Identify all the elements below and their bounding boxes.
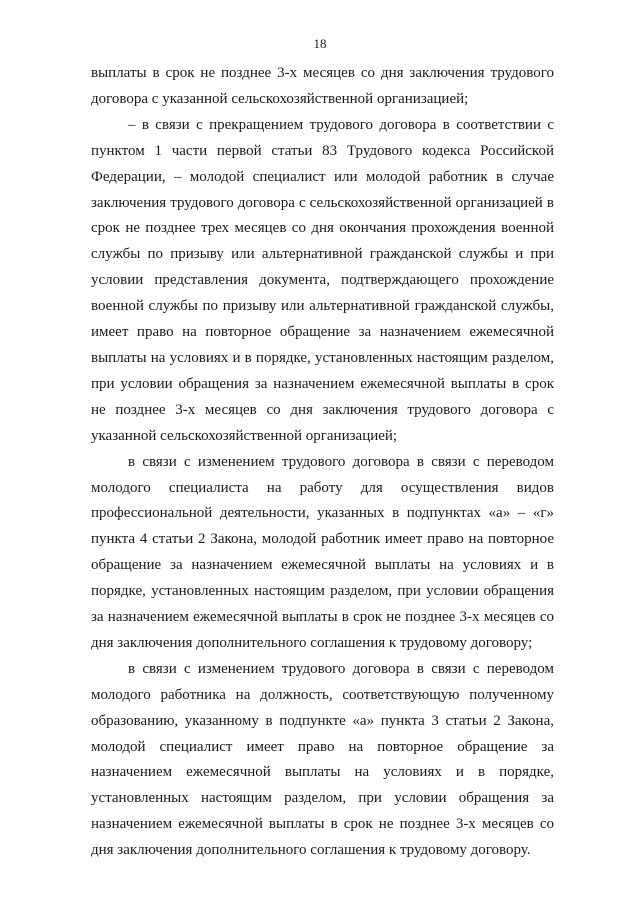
paragraph-military-service: – в связи с прекращением трудового договора в соответствии с пунктом 1 части первой статьи 83 Трудового кодекса Российской Федерации, – молодой специалист или молодой работник в случае заключения трудового договора с сельскохозяйственной организацией в срок не позднее трех месяцев со дня окончания прохождения военной службы по призыву или альтернативной гражданской службы и при условии представления документа, подтверждающего прохождение военной службы по призыву или альтернативной гражданской службы, имеет право на повторное обращение за назначением ежемесячной выплаты на условиях и в порядке, установленных настоящим разделом, при условии обращения за назначением ежемесячной выплаты в срок не позднее 3-х месяцев со дня заключения трудового договора с указанной сельскохозяйственной организацией; [91,116,554,444]
paragraph-transfer-specialist: в связи с изменением трудового договора в связи с переводом молодого специалиста на работу для осуществления видов профессиональной деятельности, указанных в подпунктах «а» – «г» пункта 4 статьи 2 Закона, молодой работник имеет право на повторное обращение за назначением ежемесячной выплаты на условиях и в порядке, установленных настоящим разделом, при условии обращения за назначением ежемесячной выплаты в срок не позднее 3-х месяцев со дня заключения дополнительного соглашения к трудовому договору; [91,453,554,651]
paragraph-continuation: выплаты в срок не позднее 3-х месяцев со дня заключения трудового договора с указанной сельскохозяйственной организацией; [91,65,554,107]
page-number: 18 [313,36,327,51]
document-body [91,61,554,864]
paragraph-transfer-worker: в связи с изменением трудового договора в связи с переводом молодого работника на должность, соответствующую полученному образованию, указанному в подпункте «а» пункта 3 статьи 2 Закона, молодой специалист имеет право на повторное обращение за назначением ежемесячной выплаты на условиях и в порядке, установленных настоящим разделом, при условии обращения за назначением ежемесячной выплаты в срок не позднее 3-х месяцев со дня заключения дополнительного соглашения к трудовому договору. [91,660,554,859]
